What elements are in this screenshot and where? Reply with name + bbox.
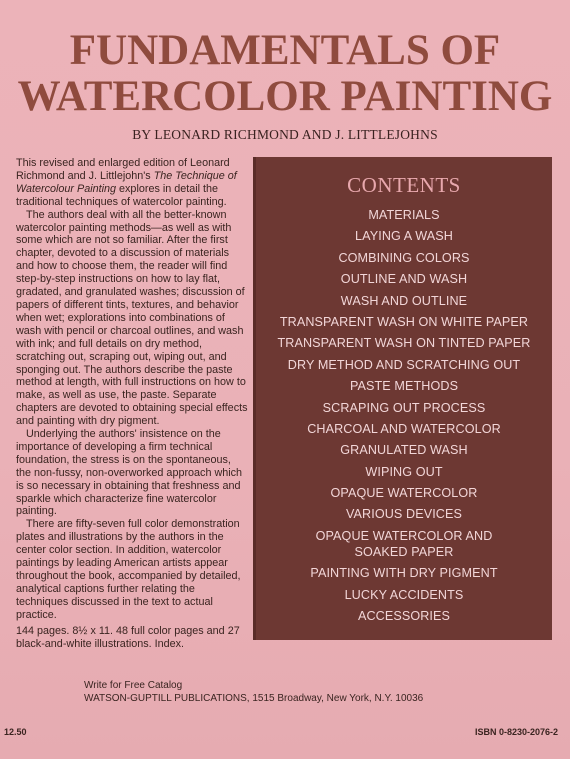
contents-item: COMBINING COLORS xyxy=(338,250,470,265)
contents-heading: CONTENTS xyxy=(347,173,461,197)
contents-item: CHARCOAL AND WATERCOLOR xyxy=(307,421,501,436)
contents-item: MATERIALS xyxy=(368,208,440,222)
contents-list xyxy=(256,207,552,629)
contents-item: VARIOUS DEVICES xyxy=(345,507,463,522)
description-text: This revised and enlarged edition of Leonard Richmond and J. Littlejohn's xyxy=(16,157,230,182)
description-column xyxy=(16,157,248,650)
contents-item: SOAKED PAPER xyxy=(354,544,454,559)
author-byline: BY LEONARD RICHMOND AND J. LITTLEJOHNS xyxy=(132,127,438,142)
contents-item: TRANSPARENT WASH ON WHITE PAPER xyxy=(279,314,529,329)
catalog-notice xyxy=(84,679,423,705)
description-paragraph-4: There are fifty-seven full color demonstration plates and illustrations by the authors in the center color section. In addition, watercolor paintings by leading American artists appear throughout the book, accompanied by detailed, analytical captions further relating the techniques discussed in the text to actual practice. xyxy=(16,518,241,621)
contents-item: WIPING OUT xyxy=(365,464,443,479)
contents-item: LUCKY ACCIDENTS xyxy=(344,587,464,602)
description-text: explores in detail the traditional techniques of watercolor painting. xyxy=(16,182,227,208)
title-line-2: WATERCOLOR PAINTING xyxy=(17,73,553,120)
contents-item: SCRAPING OUT PROCESS xyxy=(322,400,486,415)
contents-item: OPAQUE WATERCOLOR AND xyxy=(315,528,493,543)
isbn-label: ISBN 0-8230-2076-2 xyxy=(474,727,558,737)
book-specs: 144 pages. 8½ x 11. 48 full color pages and 27 black-and-white illustrations. Index. xyxy=(16,624,240,650)
price-label: 12.50 xyxy=(4,727,27,737)
description-paragraph-3: Underlying the authors' insistence on the importance of developing a firm technical foundation, the stress is on the spontaneous, the non-fussy, non-overworked approach which is so necessary in obtaining that freshness and sparkle which characterize fine watercolor painting. xyxy=(16,428,243,518)
contents-item: OUTLINE AND WASH xyxy=(340,272,468,287)
contents-item: PAINTING WITH DRY PIGMENT xyxy=(310,566,498,581)
contents-item: LAYING A WASH xyxy=(355,229,453,244)
title-line-1: FUNDAMENTALS OF xyxy=(69,27,501,74)
catalog-line: Write for Free Catalog xyxy=(84,680,183,691)
contents-item: WASH AND OUTLINE xyxy=(340,293,468,308)
publisher-address: WATSON-GUPTILL PUBLICATIONS, 1515 Broadway, New York, N.Y. 10036 xyxy=(84,693,424,704)
description-paragraph-1 xyxy=(16,157,248,209)
description-paragraph-2: The authors deal with all the better-known watercolor painting methods—as well as with some which are not so familiar. After the first chapter, devoted to a discussion of materials and how to choose them, the reader will find step-by-step instructions on how to lay flat, gradated, and granulated washes; discussion of papers of different tints, textures, and behavior when wet; explorations into combinations of wash with pencil or charcoal outlines, and wash with ink; and full details on dry method, scratching out, scraping out, wiping out, and sponging out. The authors describe the paste method at length, with full instructions on how to make, as well as use, the paste. Separate chapters are devoted to obtaining special effects and painting with dry pigment. xyxy=(16,208,248,428)
contents-panel xyxy=(253,157,552,640)
contents-item: OPAQUE WATERCOLOR xyxy=(330,486,478,501)
contents-item: DRY METHOD AND SCRATCHING OUT xyxy=(287,357,521,372)
contents-item: ACCESSORIES xyxy=(357,609,451,624)
contents-item: GRANULATED WASH xyxy=(340,443,468,458)
original-title: The Technique of Watercolour Painting xyxy=(16,169,237,195)
contents-item: TRANSPARENT WASH ON TINTED PAPER xyxy=(277,336,531,351)
contents-item: PASTE METHODS xyxy=(349,379,459,394)
